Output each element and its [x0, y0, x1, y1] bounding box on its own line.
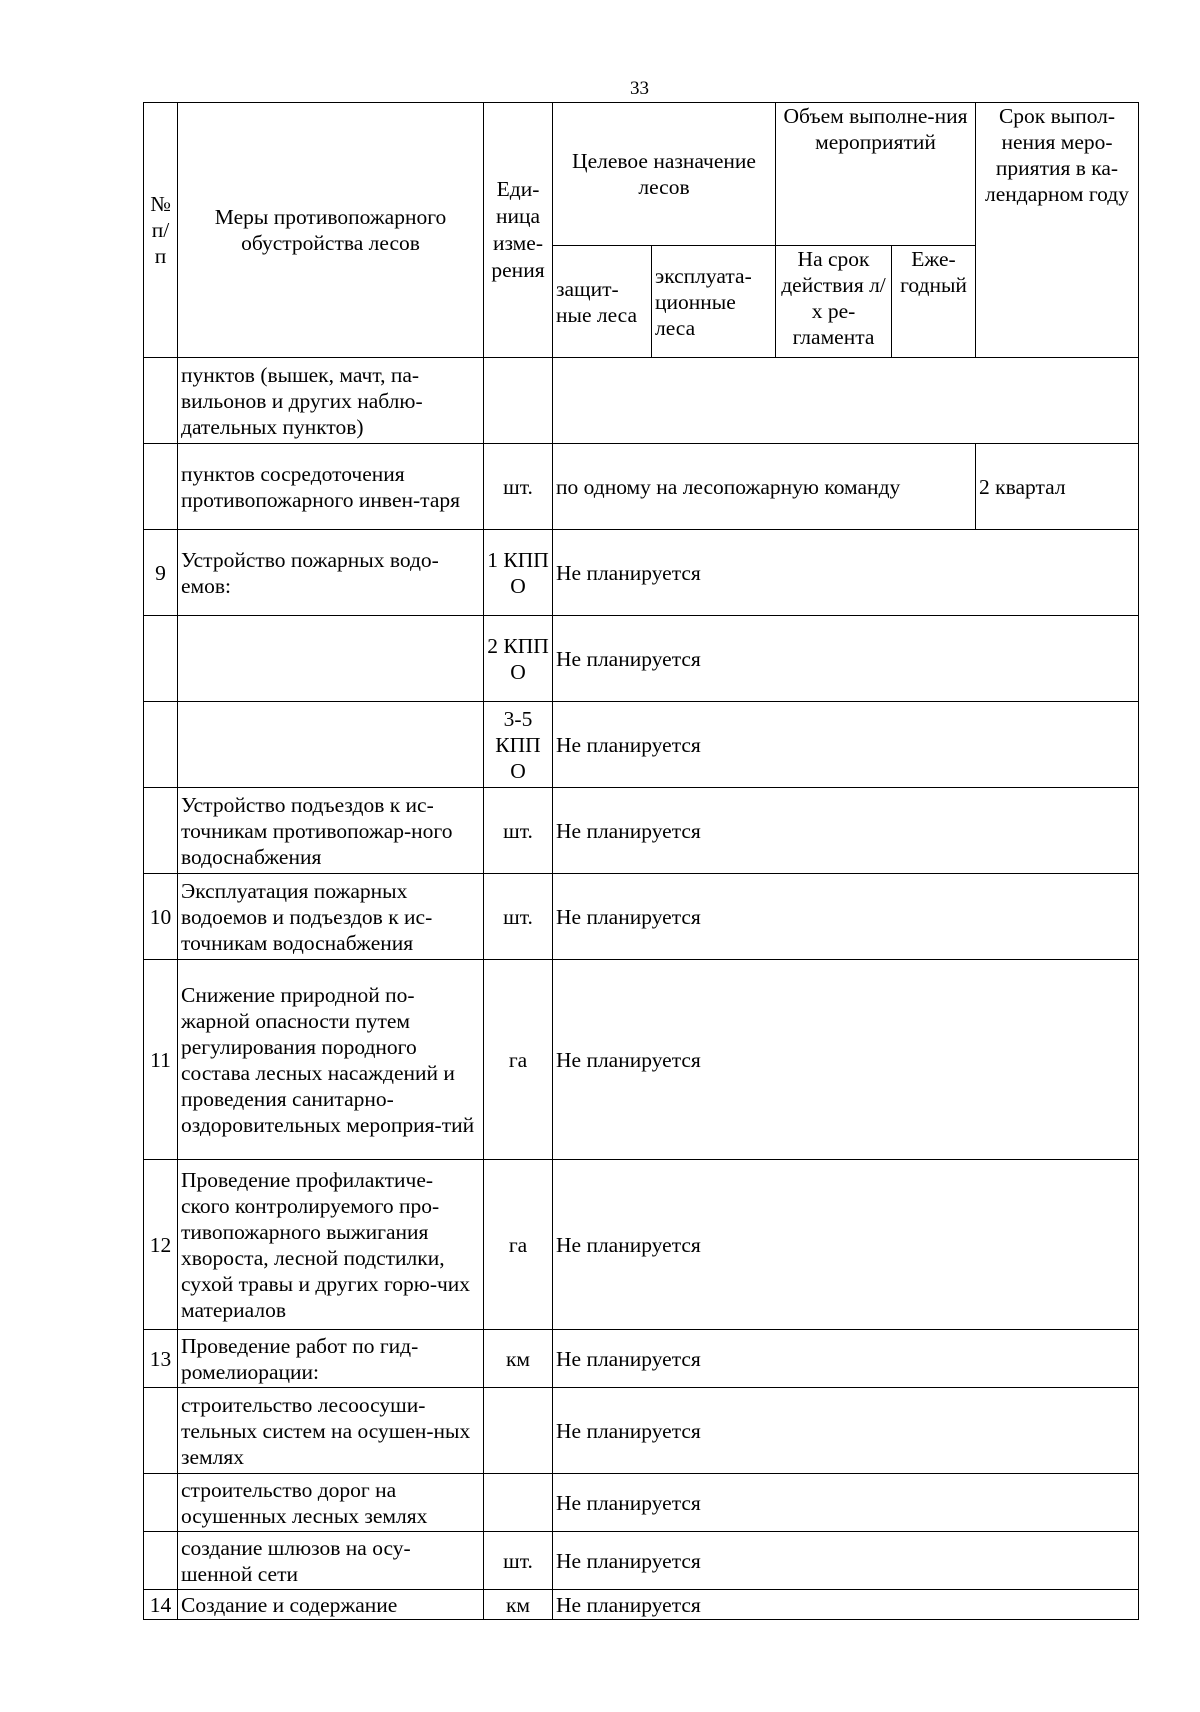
row-unit — [484, 1388, 553, 1474]
row-measure: Эксплуатация пожарных водоемов и подъездов к ис-точникам водоснабжения — [178, 874, 484, 960]
row-value: Не планируется — [553, 874, 1139, 960]
table-row — [144, 1532, 1139, 1590]
table-row — [144, 874, 1139, 960]
row-value: по одному на лесопожарную команду — [553, 444, 976, 530]
row-measure: пунктов (вышек, мачт, па-вильонов и других наблю-дательных пунктов) — [178, 358, 484, 444]
page-number: 33 — [630, 78, 649, 99]
row-measure: пунктов сосредоточения противопожарного инвен-таря — [178, 444, 484, 530]
row-num — [144, 1532, 178, 1590]
header-term-regulation: На срок действия л/х ре-гламента — [776, 246, 892, 358]
header-volume: Объем выполне-ния мероприятий — [776, 103, 976, 246]
header-row-1 — [144, 103, 1139, 246]
table-row — [144, 1388, 1139, 1474]
row-value: Не планируется — [553, 702, 1139, 788]
table-row — [144, 616, 1139, 702]
row-measure: строительство лесоосуши-тельных систем на осушен-ных землях — [178, 1388, 484, 1474]
row-num: 9 — [144, 530, 178, 616]
row-unit: га — [484, 1160, 553, 1330]
row-num: 12 — [144, 1160, 178, 1330]
row-value: Не планируется — [553, 1590, 1139, 1620]
row-measure: создание шлюзов на осу-шенной сети — [178, 1532, 484, 1590]
measures-table — [143, 102, 1139, 1620]
row-unit: га — [484, 960, 553, 1160]
row-measure — [178, 616, 484, 702]
table-row — [144, 1330, 1139, 1388]
row-measure: Проведение работ по гид-ромелиорации: — [178, 1330, 484, 1388]
header-num: № п/п — [144, 103, 178, 358]
table-row — [144, 1474, 1139, 1532]
row-unit: 3-5 КПП О — [484, 702, 553, 788]
row-measure: Создание и содержание — [178, 1590, 484, 1620]
header-unit: Еди-ница изме-рения — [484, 103, 553, 358]
row-value: Не планируется — [553, 788, 1139, 874]
row-value: Не планируется — [553, 530, 1139, 616]
header-purpose: Целевое назначение лесов — [553, 103, 776, 246]
row-deadline: 2 квартал — [976, 444, 1139, 530]
header-deadline: Срок выпол-нения меро-приятия в ка-лендарном году — [976, 103, 1139, 358]
row-num — [144, 358, 178, 444]
row-measure: Устройство пожарных водо-емов: — [178, 530, 484, 616]
row-value: Не планируется — [553, 1160, 1139, 1330]
row-num — [144, 444, 178, 530]
row-measure: Проведение профилактиче-ского контролируемого про-тивопожарного выжигания хвороста, лесной подстилки, сухой травы и других горю-чих материалов — [178, 1160, 484, 1330]
row-unit: км — [484, 1590, 553, 1620]
row-measure: строительство дорог на осушенных лесных землях — [178, 1474, 484, 1532]
row-num: 14 — [144, 1590, 178, 1620]
row-num — [144, 788, 178, 874]
row-unit: 1 КПП О — [484, 530, 553, 616]
table-row — [144, 788, 1139, 874]
row-value: Не планируется — [553, 616, 1139, 702]
table-row — [144, 444, 1139, 530]
row-unit: км — [484, 1330, 553, 1388]
row-value — [553, 358, 1139, 444]
header-measures: Меры противопожарного обустройства лесов — [178, 103, 484, 358]
row-num — [144, 616, 178, 702]
row-unit: шт. — [484, 788, 553, 874]
row-unit: шт. — [484, 444, 553, 530]
table-row — [144, 358, 1139, 444]
row-unit — [484, 358, 553, 444]
row-measure: Устройство подъездов к ис-точникам противопожар-ного водоснабжения — [178, 788, 484, 874]
row-measure: Снижение природной по-жарной опасности путем регулирования породного состава лесных насаждений и проведения санитарно-оздоровительных мероприя-тий — [178, 960, 484, 1160]
row-value: Не планируется — [553, 1474, 1139, 1532]
row-measure — [178, 702, 484, 788]
row-unit: 2 КПП О — [484, 616, 553, 702]
row-num: 11 — [144, 960, 178, 1160]
row-num — [144, 1474, 178, 1532]
row-value: Не планируется — [553, 1388, 1139, 1474]
row-value: Не планируется — [553, 1532, 1139, 1590]
row-unit: шт. — [484, 874, 553, 960]
header-protective: защит-ные леса — [553, 246, 652, 358]
row-value: Не планируется — [553, 1330, 1139, 1388]
table-row — [144, 1160, 1139, 1330]
row-num: 10 — [144, 874, 178, 960]
header-exploitation: эксплуата-ционные леса — [652, 246, 776, 358]
row-value: Не планируется — [553, 960, 1139, 1160]
row-unit: шт. — [484, 1532, 553, 1590]
header-annual: Еже-годный — [892, 246, 976, 358]
table-row — [144, 1590, 1139, 1620]
table-row — [144, 530, 1139, 616]
table-row — [144, 960, 1139, 1160]
row-unit — [484, 1474, 553, 1532]
row-num: 13 — [144, 1330, 178, 1388]
row-num — [144, 1388, 178, 1474]
row-num — [144, 702, 178, 788]
table-row — [144, 702, 1139, 788]
